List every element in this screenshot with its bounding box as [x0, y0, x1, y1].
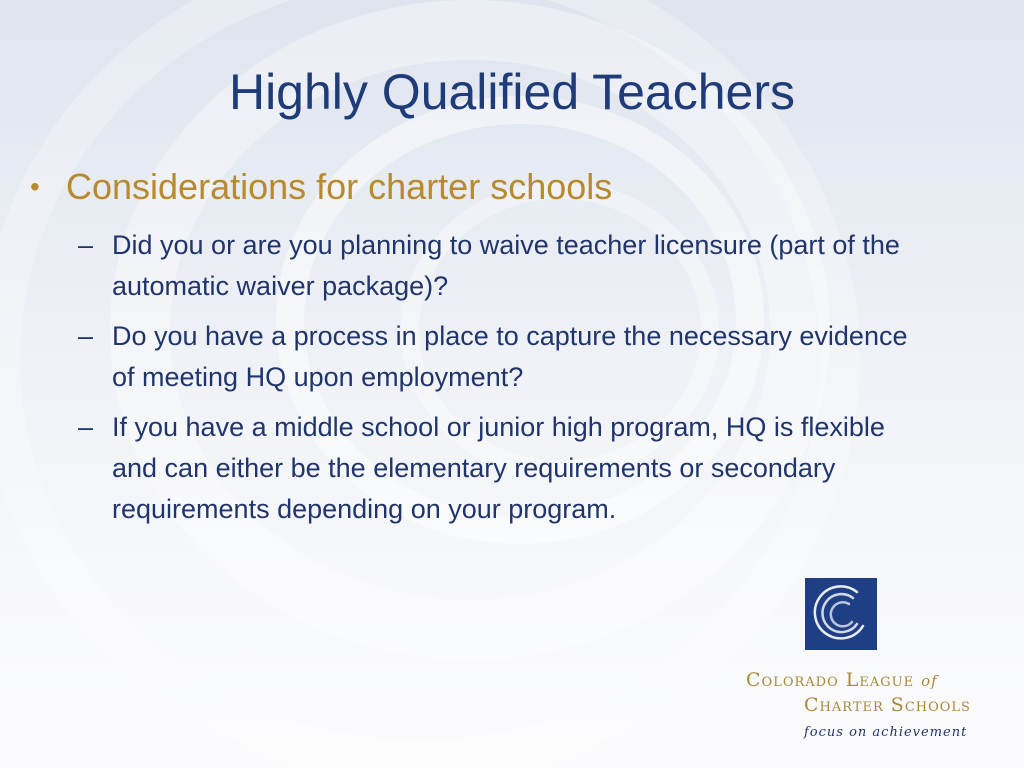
logo-tagline: focus on achievement — [804, 725, 968, 740]
logo-line-1 — [746, 668, 1016, 693]
main-bullet — [30, 165, 930, 209]
main-bullet-text: Considerations for charter schools — [66, 166, 613, 207]
sub-bullet-item — [78, 225, 908, 307]
logo-line-2: Charter Schools — [804, 694, 971, 716]
sub-bullet-item — [78, 316, 908, 398]
logo-of: of — [921, 672, 938, 690]
sub-bullet-list — [78, 225, 908, 539]
organization-logo-text — [746, 668, 1016, 740]
dash-marker: – — [78, 321, 94, 351]
sub-bullet-text: Did you or are you planning to waive teacher licensure (part of the automatic waiver package)? — [112, 230, 900, 301]
slide-title: Highly Qualified Teachers — [228, 64, 796, 120]
sub-bullet-text: Do you have a process in place to capture the necessary evidence of meeting HQ upon employment? — [112, 321, 908, 392]
logo-name-part-1: Colorado League — [746, 669, 922, 691]
bullet-marker: • — [30, 171, 40, 202]
sub-bullet-item — [78, 407, 908, 530]
logo-icon — [805, 578, 877, 650]
dash-marker: – — [78, 230, 94, 260]
sub-bullet-text: If you have a middle school or junior high program, HQ is flexible and can either be the elementary requirements or secondary requirements depending on your program. — [112, 412, 885, 524]
dash-marker: – — [78, 412, 94, 442]
